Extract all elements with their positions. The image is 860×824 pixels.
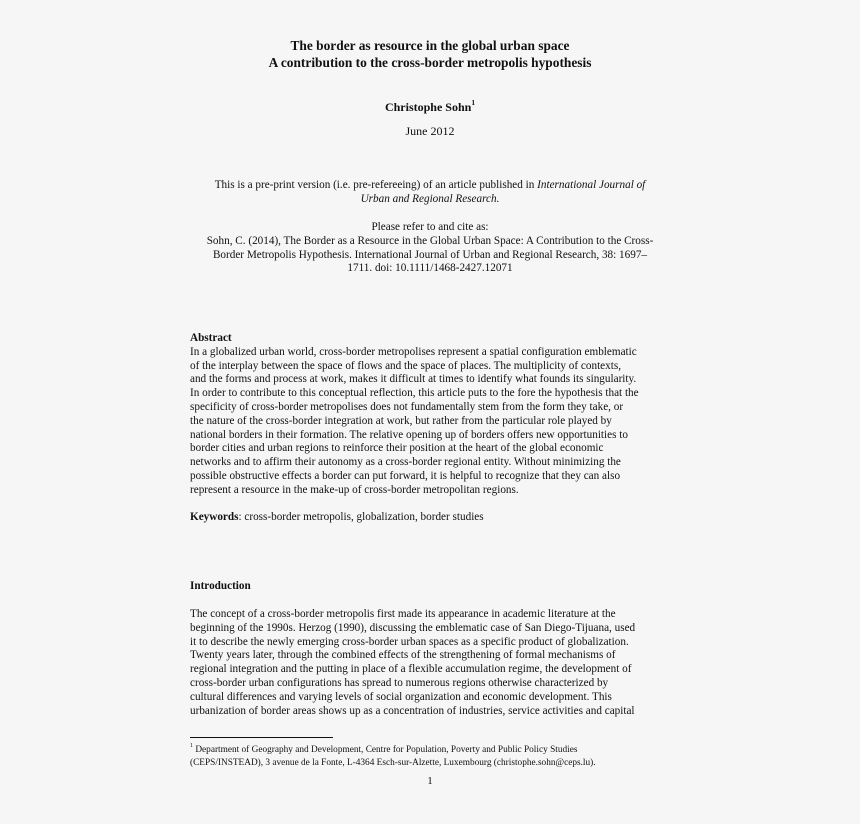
- abstract-line: possible obstructive effects a border can put forward, it is helpful to recognize that they can also: [190, 469, 621, 482]
- publication-date: June 2012: [405, 124, 455, 138]
- citation-block: [185, 221, 675, 276]
- keywords-label: Keywords: [190, 511, 239, 523]
- abstract-line: the nature of the cross-border integration at work, but rather from the particular role played by: [190, 414, 612, 427]
- footnote: [190, 741, 670, 769]
- preprint-text: This is a pre-print version (i.e. pre-refereeing) of an article published in: [214, 179, 538, 191]
- intro-line: it to describe the newly emerging cross-border urban spaces as a specific product of globalization.: [190, 635, 629, 648]
- author-name: Christophe Sohn: [384, 100, 472, 114]
- keywords: [190, 511, 672, 525]
- abstract-line: and the forms and process at work, makes it difficult at times to identify what founds its singularity.: [190, 373, 637, 386]
- title-line-2: A contribution to the cross-border metropolis hypothesis: [268, 55, 592, 70]
- abstract-line: In order to contribute to this conceptual reflection, this article puts to the fore the hypothesis that the: [190, 387, 639, 400]
- abstract-heading: Abstract: [190, 332, 232, 344]
- author-footnote-mark: 1: [471, 98, 476, 107]
- preprint-note: [185, 179, 675, 207]
- footnote-divider: [190, 737, 333, 738]
- intro-line: cultural differences and varying levels of social organization and economic development. This: [190, 690, 612, 703]
- abstract-line: border cities and urban regions to reinforce their position at the heart of the global economic: [190, 442, 604, 455]
- citation-line: Border Metropolis Hypothesis. International Journal of Urban and Regional Research, 38: 1697–: [212, 248, 648, 261]
- page-number: 1: [427, 775, 433, 787]
- abstract-line: national borders in their formation. The relative opening up of borders offers new opportunities to: [190, 428, 628, 441]
- author: [180, 96, 680, 115]
- citation-intro: Please refer to and cite as:: [371, 221, 489, 233]
- footnote-mark: 1: [190, 743, 193, 749]
- abstract-section: [190, 332, 672, 498]
- abstract-line: of the interplay between the space of flows and the space of places. The multiplicity of contexts,: [190, 359, 621, 372]
- journal-name-part-1: International Journal of: [537, 179, 646, 191]
- introduction-body: [190, 608, 672, 718]
- intro-line: regional integration and the putting in place of a flexible accumulation regime, the development of: [190, 663, 632, 676]
- paper-title: [180, 37, 680, 71]
- abstract-line: represent a resource in the make-up of cross-border metropolitan regions.: [190, 483, 519, 496]
- journal-name-part-2: Urban and Regional Research.: [360, 192, 500, 205]
- citation-line: 1711. doi: 10.1111/1468-2427.12071: [347, 262, 513, 275]
- intro-line: Twenty years later, through the combined effects of the strengthening of formal mechanisms of: [190, 649, 616, 662]
- abstract-line: networks and to affirm their autonomy as a cross-border regional entity. Without minimizing the: [190, 456, 621, 469]
- intro-line: urbanization of border areas shows up as a concentration of industries, service activities and capital: [190, 704, 635, 717]
- intro-line: The concept of a cross-border metropolis first made its appearance in academic literature at the: [190, 608, 616, 620]
- citation-line: Sohn, C. (2014), The Border as a Resource in the Global Urban Space: A Contribution to the Cross-: [206, 234, 654, 247]
- title-line-1: The border as resource in the global urban space: [290, 38, 570, 53]
- footnote-line: Department of Geography and Development, Centre for Population, Poverty and Public Policy Studies: [193, 745, 578, 756]
- keywords-value: : cross-border metropolis, globalization, border studies: [238, 511, 484, 523]
- abstract-line: In a globalized urban world, cross-border metropolises represent a spatial configuration emblematic: [190, 345, 637, 358]
- abstract-line: specificity of cross-border metropolises does not fundamentally stem from the form they take, or: [190, 400, 624, 413]
- footnote-line: (CEPS/INSTEAD), 3 avenue de la Fonte, L-4364 Esch-sur-Alzette, Luxembourg (christophe.sohn@ceps.lu).: [190, 757, 596, 768]
- intro-line: beginning of the 1990s. Herzog (1990), discussing the emblematic case of San Diego-Tijuana, used: [190, 621, 636, 634]
- intro-line: cross-border urban configurations has spread to numerous regions otherwise characterized by: [190, 676, 609, 689]
- introduction-heading: Introduction: [190, 580, 251, 592]
